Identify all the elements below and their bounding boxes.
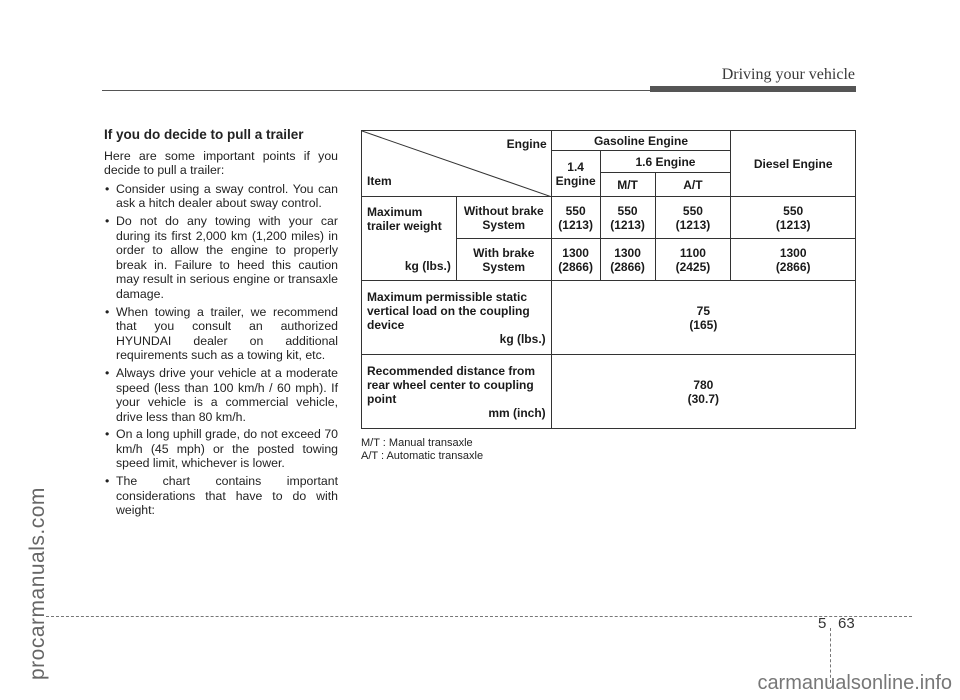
engine-14-header: 1.4 Engine	[551, 151, 600, 197]
distance-label: Recommended distance from rear wheel center to coupling point mm (inch)	[362, 355, 552, 429]
section-heading: If you do decide to pull a trailer	[104, 127, 304, 142]
value-cell: 550 (1213)	[655, 197, 731, 239]
watermark-vertical: procarmanuals.com	[26, 487, 49, 680]
bullet-list	[104, 182, 338, 518]
bullet-item: • The chart contains important considerations that have to do with weight:	[104, 474, 338, 518]
section-number: 5	[818, 615, 827, 632]
value-cell: 1300 (2866)	[731, 239, 856, 281]
max-trailer-weight-label: Maximum trailer weight kg (lbs.)	[362, 197, 457, 281]
static-load-label: Maximum permissible static vertical load on the coupling device kg (lbs.)	[362, 281, 552, 355]
table-notes	[361, 437, 483, 463]
header-rule-thick	[650, 86, 856, 92]
trailer-weight-table	[361, 130, 856, 429]
site-watermark: carmanualsonline.info	[757, 672, 952, 694]
without-brake-label: Without brake System	[456, 197, 551, 239]
bullet-item: • When towing a trailer, we recommend that you consult an authorized HYUNDAI dealer on additional requirements such as a towing kit, etc.	[104, 305, 338, 363]
value-cell: 550 (1213)	[731, 197, 856, 239]
note-at: A/T : Automatic transaxle	[361, 450, 484, 462]
value-cell: 550 (1213)	[600, 197, 655, 239]
value-cell: 550 (1213)	[551, 197, 600, 239]
footer-rule	[46, 616, 912, 617]
section-title: Driving your vehicle	[721, 66, 855, 83]
engine-16-header: 1.6 Engine	[600, 151, 731, 173]
value-cell: 1300 (2866)	[551, 239, 600, 281]
header-diagonal-cell	[362, 131, 552, 197]
item-header-label: Item	[367, 174, 392, 188]
diesel-engine-header: Diesel Engine	[731, 131, 856, 197]
bullet-item: • Consider using a sway control. You can ask a hitch dealer about sway control.	[104, 182, 338, 211]
header-rule-thin	[102, 90, 652, 91]
page-number: 63	[838, 615, 855, 632]
value-cell: 1100 (2425)	[655, 239, 731, 281]
engine-header-label: Engine	[506, 137, 547, 151]
left-column	[104, 128, 338, 521]
bullet-item: • On a long uphill grade, do not exceed 70 km/h (45 mph) or the posted towing speed limit, whichever is lower.	[104, 427, 338, 471]
with-brake-label: With brake System	[456, 239, 551, 281]
gasoline-engine-header: Gasoline Engine	[551, 131, 731, 151]
bullet-item: • Always drive your vehicle at a moderate speed (less than 100 km/h / 60 mph). If your vehicle is a commercial vehicle, drive less than 80 km/h.	[104, 366, 338, 424]
intro-text: Here are some important points if you decide to pull a trailer:	[104, 148, 338, 178]
static-load-value: 75 (165)	[551, 281, 855, 355]
distance-value: 780 (30.7)	[551, 355, 855, 429]
at-header: A/T	[655, 173, 731, 197]
note-mt: M/T : Manual transaxle	[361, 437, 473, 449]
mt-header: M/T	[600, 173, 655, 197]
bullet-item: • Do not do any towing with your car during its first 2,000 km (1,200 miles) in order to allow the engine to properly break in. Failure to heed this caution may result in serious engine or transaxle damage.	[104, 214, 338, 302]
value-cell: 1300 (2866)	[600, 239, 655, 281]
